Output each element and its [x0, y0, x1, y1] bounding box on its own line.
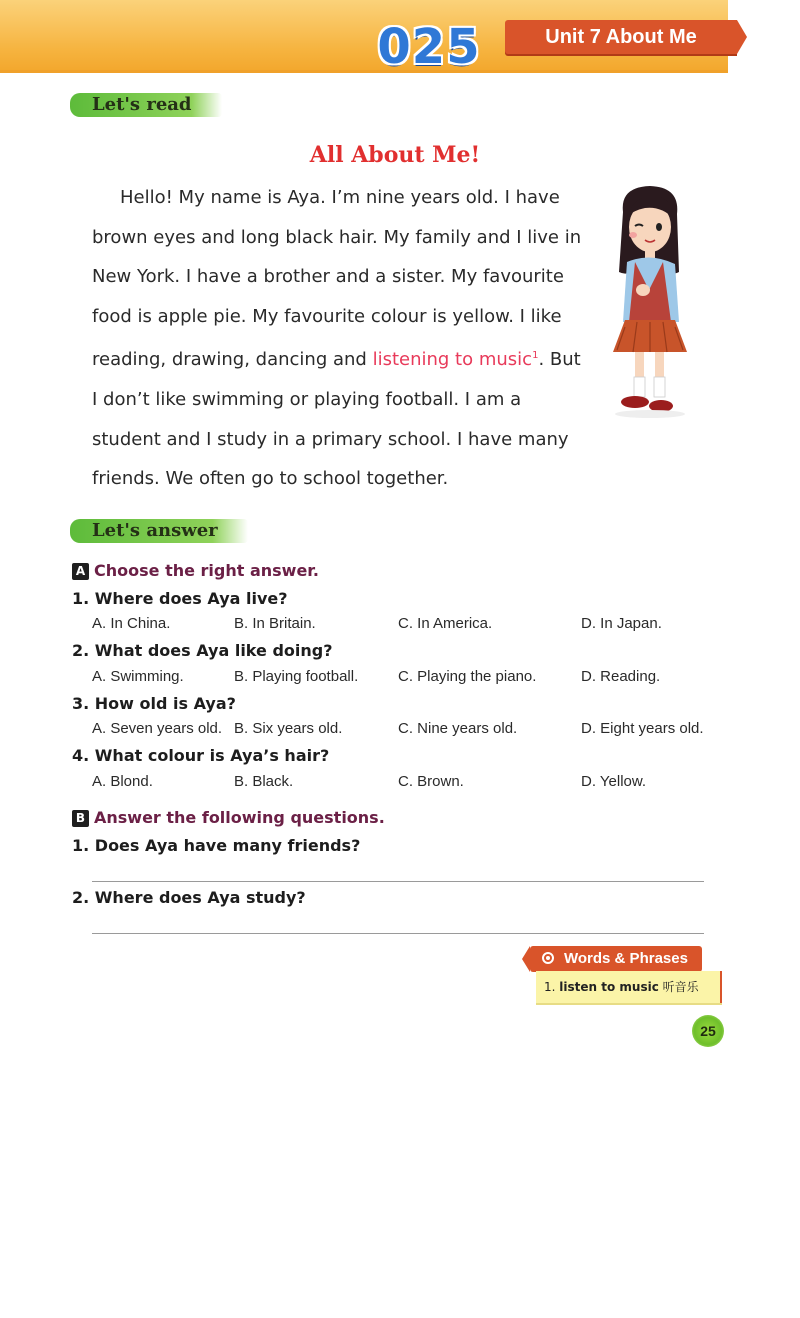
option-a2-b: B. Playing football. — [234, 668, 359, 685]
question-b1: 1. Does Aya have many friends? — [72, 836, 361, 855]
question-a3: 3. How old is Aya? — [72, 694, 236, 713]
wp-item-term: listen to music — [559, 980, 659, 994]
passage-highlight: listening to music — [372, 349, 533, 371]
answer-line-b1[interactable] — [92, 881, 704, 882]
option-a4-b: B. Black. — [234, 773, 294, 790]
lets-answer-label: Let's answer — [70, 519, 248, 543]
option-a3-c: C. Nine years old. — [398, 720, 518, 737]
part-b-letter: B — [72, 810, 89, 827]
option-a3-d: D. Eight years old. — [581, 720, 704, 737]
question-a2: 2. What does Aya like doing? — [72, 641, 333, 660]
option-a1-a: A. In China. — [92, 615, 171, 632]
question-b2: 2. Where does Aya study? — [72, 888, 306, 907]
passage-text-start: Hello! My name is Aya. I’m nine years old. I have brown eyes and long black hair. My family and I live in New York. I have a brother and a sister. My favourite food is apple pie. My favourite colour is yellow. I like reading, drawing, dancing and — [92, 187, 582, 371]
words-phrases-banner — [530, 946, 702, 972]
words-phrases-title: Words & Phrases — [564, 950, 688, 967]
option-a1-d: D. In Japan. — [581, 615, 662, 632]
unit-banner — [505, 20, 737, 54]
part-a-text: Choose the right answer. — [94, 561, 319, 580]
option-a1-c: C. In America. — [398, 615, 493, 632]
passage-text-end: . But I don’t like swimming or playing football. I am a student and I study in a primary school. I have many friends. We often go to school together. — [92, 349, 581, 490]
option-a4-c: C. Brown. — [398, 773, 464, 790]
question-a1: 1. Where does Aya live? — [72, 589, 288, 608]
footnote-mark: 1 — [532, 350, 539, 362]
option-a3-a: A. Seven years old. — [92, 720, 223, 737]
wp-item-translation: 听音乐 — [662, 980, 699, 994]
reading-passage — [92, 178, 587, 499]
part-b-text: Answer the following questions. — [94, 808, 385, 827]
lesson-number: 025 — [377, 19, 481, 75]
words-phrases-item — [544, 971, 699, 1003]
part-b-instruction — [72, 808, 385, 827]
target-icon — [542, 952, 554, 964]
option-a4-a: A. Blond. — [92, 773, 153, 790]
option-a2-a: A. Swimming. — [92, 668, 184, 685]
option-a2-d: D. Reading. — [581, 668, 661, 685]
reading-title: All About Me! — [309, 142, 481, 168]
girl-illustration — [605, 182, 695, 422]
option-a2-c: C. Playing the piano. — [398, 668, 537, 685]
part-a-letter: A — [72, 563, 89, 580]
option-a3-b: B. Six years old. — [234, 720, 343, 737]
words-phrases-box — [536, 971, 722, 1003]
question-a4: 4. What colour is Aya’s hair? — [72, 746, 330, 765]
wp-item-number: 1. — [544, 980, 556, 994]
part-a-instruction — [72, 561, 319, 580]
answer-line-b2[interactable] — [92, 933, 704, 934]
lets-read-label: Let's read — [70, 93, 222, 117]
option-a1-b: B. In Britain. — [234, 615, 316, 632]
option-a4-d: D. Yellow. — [581, 773, 647, 790]
unit-title: Unit 7 About Me — [545, 26, 697, 48]
page-number: 25 — [692, 1015, 724, 1047]
